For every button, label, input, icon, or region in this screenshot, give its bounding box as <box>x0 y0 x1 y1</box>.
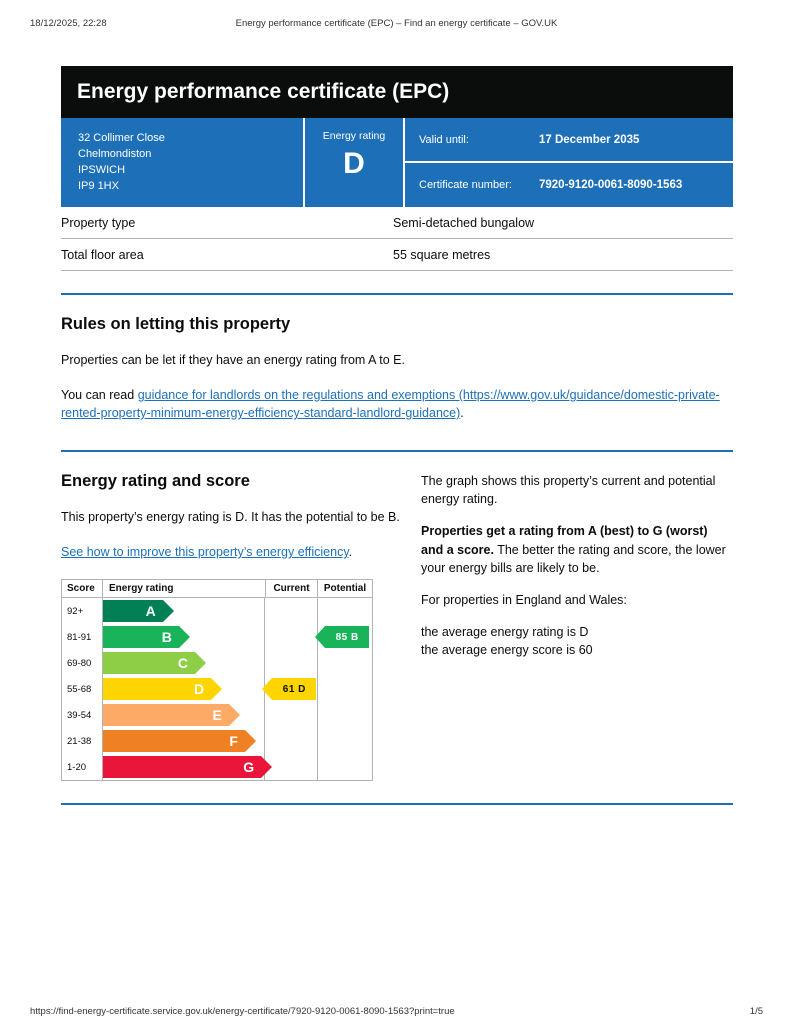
address-line-3: IPSWICH <box>78 163 126 176</box>
rating-right-column <box>421 452 733 781</box>
chart-band-score: 81-91 <box>62 624 103 650</box>
valid-until-row <box>405 118 733 163</box>
chart-band-letter: A <box>145 603 156 620</box>
energy-rating-section <box>61 452 733 781</box>
chart-header-rating: Energy rating <box>103 580 266 597</box>
improve-efficiency-link[interactable]: See how to improve this property’s energy efficiency <box>61 545 349 560</box>
chart-band-row <box>62 624 264 650</box>
address-line-1: 32 Collimer Close <box>78 132 165 145</box>
chart-band-bar-wrap <box>103 676 264 702</box>
chart-band-score: 39-54 <box>62 702 103 728</box>
address-line-2: Chelmondiston <box>78 148 152 161</box>
chart-band-bar <box>103 756 261 778</box>
chart-current-marker <box>272 678 316 700</box>
valid-until-value: 17 December 2035 <box>539 133 640 146</box>
letting-guidance-paragraph <box>61 386 733 422</box>
address-line-4: IP9 1HX <box>78 179 119 192</box>
chart-band-bar <box>103 704 229 726</box>
chart-band-bar-wrap <box>103 702 264 728</box>
chart-header-score: Score <box>62 580 103 597</box>
chart-band-letter: C <box>177 655 188 672</box>
improve-paragraph <box>61 543 401 561</box>
energy-rating-label: Energy rating <box>322 130 386 143</box>
energy-rating-letter: D <box>343 146 365 180</box>
chart-header-potential: Potential <box>323 583 367 595</box>
region-text: For properties in England and Wales: <box>421 592 627 607</box>
letting-paragraph: Properties can be let if they have an energy rating from A to E. <box>61 352 405 367</box>
certificate-number-row <box>405 163 733 206</box>
chart-band-score: 1-20 <box>62 754 103 780</box>
floor-area-value: 55 square metres <box>393 247 491 262</box>
chart-potential-marker <box>325 626 369 648</box>
section-divider-1 <box>61 293 733 295</box>
section-divider-3 <box>61 803 733 805</box>
property-type-value: Semi-detached bungalow <box>393 215 535 230</box>
chart-band-bar-wrap <box>103 598 264 624</box>
rating-explainer-bold: Properties get a rating from A (best) to G (worst) and a score. <box>421 524 708 557</box>
chart-band-bar <box>103 730 245 752</box>
print-url: https://find-energy-certificate.service.gov.uk/energy-certificate/7920-9120-0061-8090-1563?print=true <box>30 1006 455 1017</box>
chart-band-letter: E <box>212 707 222 724</box>
rating-left-column <box>61 452 421 781</box>
letting-guidance-prefix: You can read <box>61 387 138 402</box>
page-title: Energy performance certificate (EPC) <box>61 66 733 118</box>
chart-band-score: 92+ <box>62 598 103 624</box>
chart-band-bar-wrap <box>103 650 264 676</box>
epc-rating-chart <box>61 579 373 781</box>
chart-band-score: 21-38 <box>62 728 103 754</box>
chart-bands <box>62 598 265 780</box>
average-score-text: the average energy score is 60 <box>421 643 593 658</box>
chart-band-bar <box>103 678 211 700</box>
chart-band-bar-wrap <box>103 728 264 754</box>
chart-band-letter: F <box>229 733 238 750</box>
chart-current-column <box>265 598 318 780</box>
chart-potential-marker-label: 85 B <box>335 631 359 643</box>
certificate-number-value: 7920-9120-0061-8090-1563 <box>539 179 683 192</box>
floor-area-row <box>61 239 733 271</box>
chart-band-letter: G <box>243 759 255 776</box>
graph-intro-text: The graph shows this property’s current and potential energy rating. <box>421 474 716 507</box>
chart-band-row <box>62 650 264 676</box>
energy-rating-badge <box>303 118 403 207</box>
chart-band-row <box>62 728 264 754</box>
chart-band-row <box>62 754 264 780</box>
property-address <box>61 118 303 207</box>
chart-header-row <box>62 580 372 598</box>
certificate-content <box>61 66 733 805</box>
chart-body <box>62 598 372 780</box>
chart-band-score: 55-68 <box>62 676 103 702</box>
chart-band-bar <box>103 652 195 674</box>
chart-band-bar <box>103 626 179 648</box>
chart-band-letter: B <box>161 629 172 646</box>
chart-band-bar-wrap <box>103 754 264 780</box>
landlord-guidance-link[interactable]: guidance for landlords on the regulations and exemptions (https://www.gov.uk/guidance/domestic-private-rented-property-minimum-energy-efficiency-standard-landlord-guidance) <box>61 387 720 421</box>
rating-explainer-rest: The better the rating and score, the lower your energy bills are likely to be. <box>421 542 726 575</box>
property-type-row <box>61 207 733 239</box>
chart-band-letter: D <box>193 681 205 698</box>
rating-paragraph: This property’s energy rating is D. It has the potential to be B. <box>61 510 400 525</box>
chart-band-row <box>62 702 264 728</box>
property-type-label: Property type <box>61 215 136 230</box>
chart-band-score: 69-80 <box>62 650 103 676</box>
rating-explainer-text <box>421 522 733 576</box>
chart-potential-column <box>318 598 372 780</box>
chart-band-bar <box>103 600 163 622</box>
rating-heading: Energy rating and score <box>61 472 250 491</box>
average-rating-text: the average energy rating is D <box>421 624 589 639</box>
certificate-summary-band <box>61 118 733 207</box>
letting-heading: Rules on letting this property <box>61 314 291 333</box>
floor-area-label: Total floor area <box>61 247 144 262</box>
improve-link-suffix: . <box>348 545 353 560</box>
chart-header-current: Current <box>266 580 318 597</box>
print-title: Energy performance certificate (EPC) – Find an energy certificate – GOV.UK <box>235 18 558 29</box>
print-date: 18/12/2025, 22:28 <box>30 18 107 29</box>
chart-band-row <box>62 676 264 702</box>
print-page-number: 1/5 <box>749 1006 763 1017</box>
certificate-meta <box>403 118 733 207</box>
certificate-number-label: Certificate number: <box>419 179 512 192</box>
chart-band-bar-wrap <box>103 624 264 650</box>
valid-until-label: Valid until: <box>419 133 469 146</box>
chart-current-marker-label: 61 D <box>282 683 306 695</box>
chart-band-row <box>62 598 264 624</box>
letting-guidance-suffix: . <box>460 406 464 421</box>
